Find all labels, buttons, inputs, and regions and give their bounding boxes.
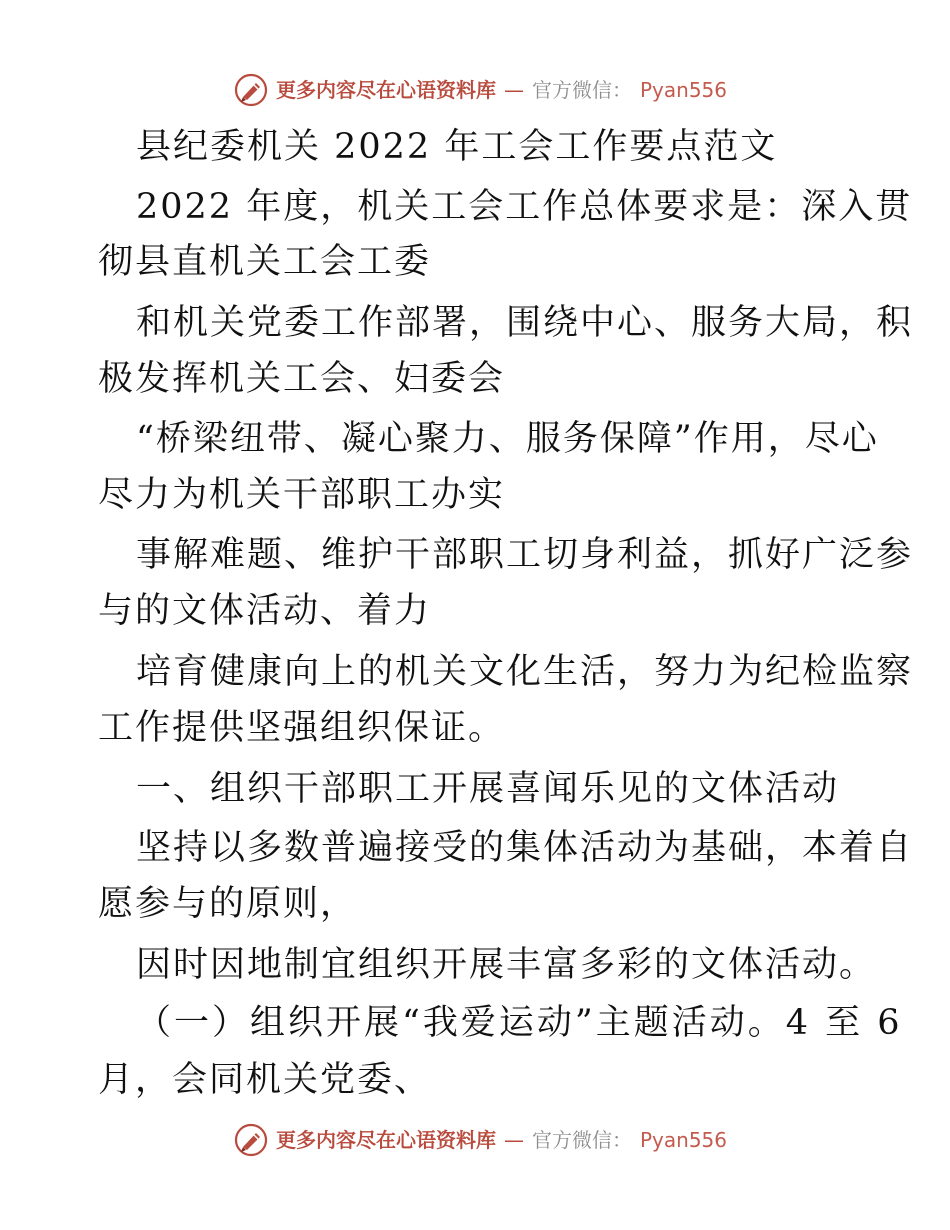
paragraph-line: 愿参与的原则， <box>98 884 358 924</box>
watermark-id-text: Pyan556 <box>640 78 728 102</box>
section-heading: 一、组织干部职工开展喜闻乐见的文体活动 <box>136 769 840 809</box>
watermark-main-text: 更多内容尽在心语资料库 <box>276 78 496 102</box>
paragraph-line: 极发挥机关工会、妇委会 <box>98 359 506 399</box>
subsection-line: （一）组织开展“我爱运动”主题活动。4 至 6 <box>136 1003 903 1043</box>
paragraph-line: 月，会同机关党委、 <box>98 1060 432 1100</box>
watermark-id-text: Pyan556 <box>640 1128 728 1152</box>
paragraph-line: 坚持以多数普遍接受的集体活动为基础，本着自 <box>136 828 914 868</box>
paragraph-line: 因时因地制宜组织开展丰富多彩的文体活动。 <box>136 945 877 985</box>
paragraph-line: 工作提供坚强组织保证。 <box>98 708 506 748</box>
paragraph-line: 2022 年度，机关工会工作总体要求是：深入贯 <box>136 187 913 227</box>
watermark-dash: — <box>504 78 524 102</box>
watermark-main-text: 更多内容尽在心语资料库 <box>276 1128 496 1152</box>
watermark-sub-text: 官方微信： <box>532 78 632 102</box>
paragraph-line: 事解难题、维护干部职工切身利益，抓好广泛参 <box>136 535 914 575</box>
paragraph-line: 培育健康向上的机关文化生活，努力为纪检监察 <box>136 652 914 692</box>
watermark-dash: — <box>504 1128 524 1152</box>
paragraph-line: 尽力为机关干部职工办实 <box>98 475 506 515</box>
paragraph-line: 与的文体活动、着力 <box>98 591 432 631</box>
footer-watermark <box>234 1122 754 1158</box>
paragraph-line: “桥梁纽带、凝心聚力、服务保障”作用，尽心 <box>136 419 879 459</box>
pen-logo-icon <box>234 1123 268 1157</box>
paragraph-line: 和机关党委工作部署，围绕中心、服务大局，积 <box>136 303 914 343</box>
document-title: 县纪委机关 2022 年工会工作要点范文 <box>136 127 778 167</box>
paragraph-line: 彻县直机关工会工委 <box>98 242 432 282</box>
watermark-sub-text: 官方微信： <box>532 1128 632 1152</box>
